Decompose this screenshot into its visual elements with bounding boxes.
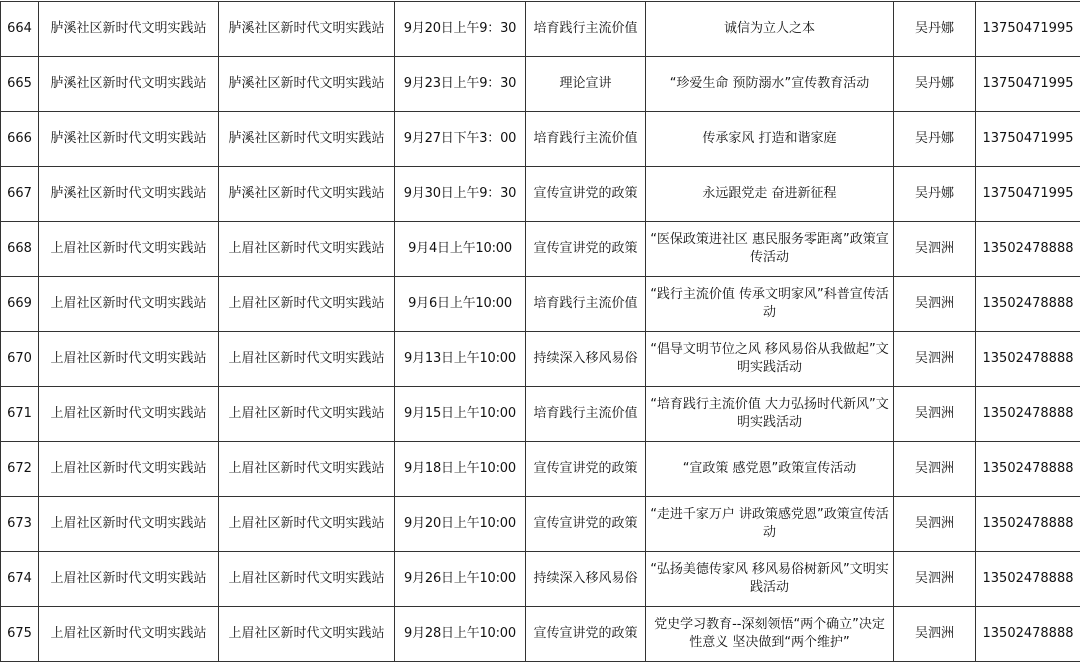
organizer-station: 上眉社区新时代文明实践站 xyxy=(39,442,219,497)
contact-phone: 13502478888 xyxy=(976,332,1080,387)
activity-category: 宣传宣讲党的政策 xyxy=(526,442,646,497)
venue-station: 胪溪社区新时代文明实践站 xyxy=(219,57,395,112)
activity-time: 9月18日上午10:00 xyxy=(395,442,526,497)
contact-phone: 13502478888 xyxy=(976,277,1080,332)
row-number: 675 xyxy=(1,607,39,662)
contact-person: 吴泗洲 xyxy=(894,552,976,607)
organizer-station: 胪溪社区新时代文明实践站 xyxy=(39,57,219,112)
contact-person: 吴丹娜 xyxy=(894,167,976,222)
activity-title: 传承家风 打造和谐家庭 xyxy=(646,112,894,167)
activity-time: 9月26日上午10:00 xyxy=(395,552,526,607)
activity-category: 宣传宣讲党的政策 xyxy=(526,222,646,277)
row-number: 673 xyxy=(1,497,39,552)
activity-time: 9月30日上午9：30 xyxy=(395,167,526,222)
venue-station: 胪溪社区新时代文明实践站 xyxy=(219,112,395,167)
organizer-station: 胪溪社区新时代文明实践站 xyxy=(39,167,219,222)
activity-time: 9月20日上午9：30 xyxy=(395,2,526,57)
organizer-station: 上眉社区新时代文明实践站 xyxy=(39,387,219,442)
row-number: 672 xyxy=(1,442,39,497)
row-number: 668 xyxy=(1,222,39,277)
contact-phone: 13750471995 xyxy=(976,57,1080,112)
activity-category: 宣传宣讲党的政策 xyxy=(526,497,646,552)
activity-title: “倡导文明节位之风 移风易俗从我做起”文明实践活动 xyxy=(646,332,894,387)
activity-title: “弘扬美德传家风 移风易俗树新风”文明实践活动 xyxy=(646,552,894,607)
contact-person: 吴泗洲 xyxy=(894,387,976,442)
table-row xyxy=(1,222,1080,277)
contact-person: 吴丹娜 xyxy=(894,112,976,167)
row-number: 665 xyxy=(1,57,39,112)
activity-title: “珍爱生命 预防溺水”宣传教育活动 xyxy=(646,57,894,112)
activity-time: 9月27日下午3：00 xyxy=(395,112,526,167)
venue-station: 上眉社区新时代文明实践站 xyxy=(219,222,395,277)
activity-category: 持续深入移风易俗 xyxy=(526,552,646,607)
contact-person: 吴泗洲 xyxy=(894,497,976,552)
organizer-station: 上眉社区新时代文明实践站 xyxy=(39,497,219,552)
activity-category: 宣传宣讲党的政策 xyxy=(526,167,646,222)
venue-station: 上眉社区新时代文明实践站 xyxy=(219,442,395,497)
contact-person: 吴泗洲 xyxy=(894,442,976,497)
table-row xyxy=(1,57,1080,112)
contact-phone: 13750471995 xyxy=(976,2,1080,57)
venue-station: 上眉社区新时代文明实践站 xyxy=(219,387,395,442)
venue-station: 胪溪社区新时代文明实践站 xyxy=(219,167,395,222)
activity-title: 诚信为立人之本 xyxy=(646,2,894,57)
activity-category: 理论宣讲 xyxy=(526,57,646,112)
activity-title: “走进千家万户 讲政策感党恩”政策宣传活动 xyxy=(646,497,894,552)
table-row xyxy=(1,112,1080,167)
table-row xyxy=(1,167,1080,222)
activity-category: 培育践行主流价值 xyxy=(526,277,646,332)
venue-station: 胪溪社区新时代文明实践站 xyxy=(219,2,395,57)
activity-title: “医保政策进社区 惠民服务零距离”政策宣传活动 xyxy=(646,222,894,277)
contact-phone: 13502478888 xyxy=(976,497,1080,552)
organizer-station: 胪溪社区新时代文明实践站 xyxy=(39,2,219,57)
contact-phone: 13502478888 xyxy=(976,222,1080,277)
activity-category: 持续深入移风易俗 xyxy=(526,332,646,387)
table-body xyxy=(1,2,1080,662)
contact-phone: 13750471995 xyxy=(976,167,1080,222)
activity-category: 培育践行主流价值 xyxy=(526,387,646,442)
table-row xyxy=(1,552,1080,607)
venue-station: 上眉社区新时代文明实践站 xyxy=(219,607,395,662)
table-row xyxy=(1,442,1080,497)
organizer-station: 胪溪社区新时代文明实践站 xyxy=(39,112,219,167)
organizer-station: 上眉社区新时代文明实践站 xyxy=(39,277,219,332)
venue-station: 上眉社区新时代文明实践站 xyxy=(219,332,395,387)
activity-title: 永远跟党走 奋进新征程 xyxy=(646,167,894,222)
activity-category: 宣传宣讲党的政策 xyxy=(526,607,646,662)
organizer-station: 上眉社区新时代文明实践站 xyxy=(39,222,219,277)
contact-phone: 13750471995 xyxy=(976,112,1080,167)
table-row xyxy=(1,607,1080,662)
row-number: 674 xyxy=(1,552,39,607)
activity-time: 9月13日上午10:00 xyxy=(395,332,526,387)
row-number: 666 xyxy=(1,112,39,167)
organizer-station: 上眉社区新时代文明实践站 xyxy=(39,332,219,387)
table-row xyxy=(1,2,1080,57)
organizer-station: 上眉社区新时代文明实践站 xyxy=(39,552,219,607)
row-number: 669 xyxy=(1,277,39,332)
table-row xyxy=(1,497,1080,552)
contact-phone: 13502478888 xyxy=(976,552,1080,607)
activity-title: “践行主流价值 传承文明家风”科普宣传活动 xyxy=(646,277,894,332)
organizer-station: 上眉社区新时代文明实践站 xyxy=(39,607,219,662)
contact-phone: 13502478888 xyxy=(976,442,1080,497)
row-number: 671 xyxy=(1,387,39,442)
contact-phone: 13502478888 xyxy=(976,387,1080,442)
table-row xyxy=(1,332,1080,387)
venue-station: 上眉社区新时代文明实践站 xyxy=(219,497,395,552)
contact-phone: 13502478888 xyxy=(976,607,1080,662)
activity-category: 培育践行主流价值 xyxy=(526,2,646,57)
contact-person: 吴丹娜 xyxy=(894,2,976,57)
activity-title: 党史学习教育--深刻领悟“两个确立”决定性意义 坚决做到“两个维护” xyxy=(646,607,894,662)
row-number: 670 xyxy=(1,332,39,387)
table-row xyxy=(1,277,1080,332)
activity-time: 9月15日上午10:00 xyxy=(395,387,526,442)
activity-title: “培育践行主流价值 大力弘扬时代新风”文明实践活动 xyxy=(646,387,894,442)
venue-station: 上眉社区新时代文明实践站 xyxy=(219,277,395,332)
venue-station: 上眉社区新时代文明实践站 xyxy=(219,552,395,607)
row-number: 667 xyxy=(1,167,39,222)
activity-time: 9月4日上午10:00 xyxy=(395,222,526,277)
contact-person: 吴泗洲 xyxy=(894,332,976,387)
activity-time: 9月6日上午10:00 xyxy=(395,277,526,332)
activity-time: 9月20日上午10:00 xyxy=(395,497,526,552)
contact-person: 吴丹娜 xyxy=(894,57,976,112)
table-row xyxy=(1,387,1080,442)
contact-person: 吴泗洲 xyxy=(894,607,976,662)
activity-title: “宣政策 感党恩”政策宣传活动 xyxy=(646,442,894,497)
activity-schedule-table xyxy=(0,1,1080,662)
activity-category: 培育践行主流价值 xyxy=(526,112,646,167)
contact-person: 吴泗洲 xyxy=(894,277,976,332)
row-number: 664 xyxy=(1,2,39,57)
activity-time: 9月28日上午10:00 xyxy=(395,607,526,662)
activity-time: 9月23日上午9：30 xyxy=(395,57,526,112)
contact-person: 吴泗洲 xyxy=(894,222,976,277)
